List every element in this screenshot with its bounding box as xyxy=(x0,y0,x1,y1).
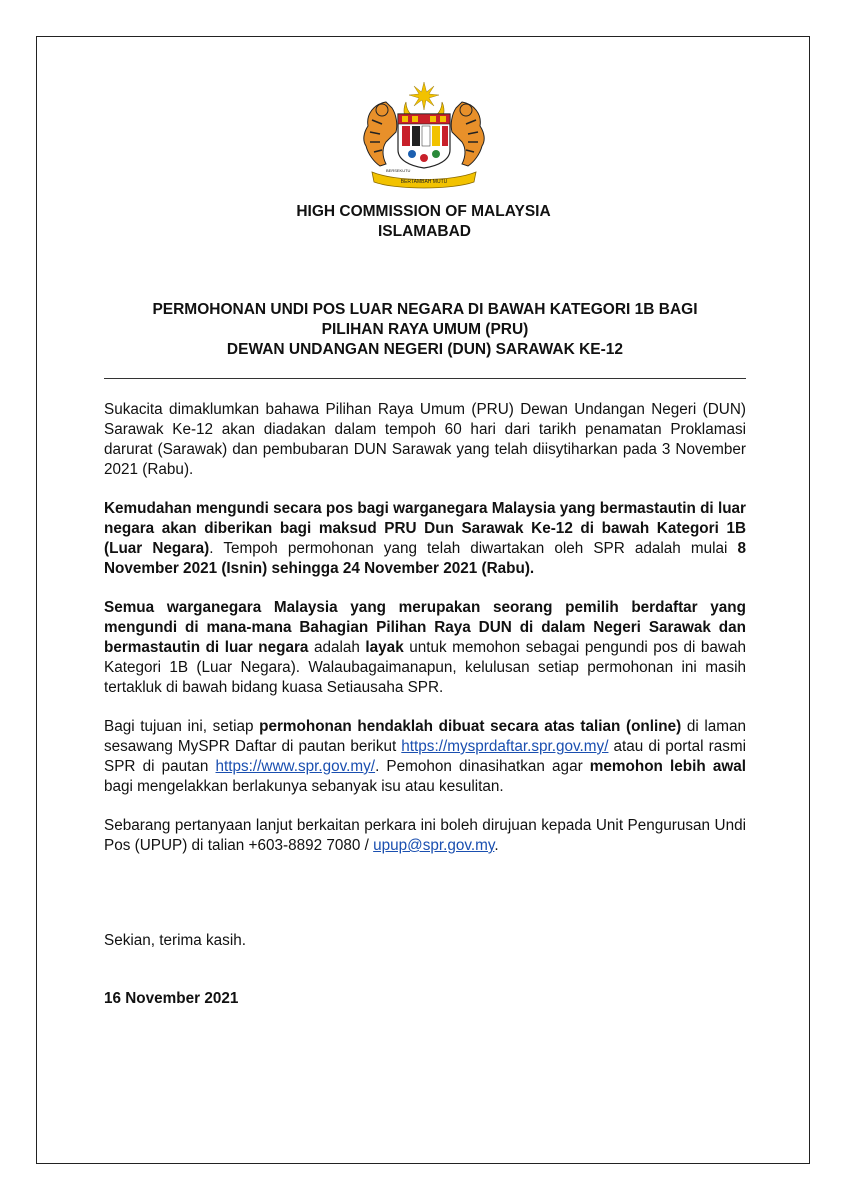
document-date: 16 November 2021 xyxy=(104,990,239,1007)
paragraph-4 xyxy=(104,717,746,797)
paragraph-1-text: Sukacita dimaklumkan bahawa Pilihan Raya Umum (PRU) Dewan Undangan Negeri (DUN) Sarawak Ke-12 akan diadakan dalam tempoh 60 hari dari tarikh penamatan Proklamasi darurat (Sarawak) dan pembubaran DUN Sarawak yang telah diisytiharkan pada 3 November 2021 (Rabu). xyxy=(104,401,746,478)
paragraph-2-bold-2: 8 November 2021 (Isnin) sehingga 24 November 2021 (Rabu). xyxy=(104,540,747,577)
paragraph-4-text-3: atau di portal rasmi SPR di pautan xyxy=(104,738,746,775)
letterhead-line-1: HIGH COMMISSION OF MALAYSIA xyxy=(296,203,551,220)
paragraph-4-text-1: Bagi tujuan ini, setiap xyxy=(104,718,260,735)
crest-motto-top-text: BERSEKUTU xyxy=(386,168,411,173)
paragraph-3-text-1: adalah xyxy=(308,639,366,656)
paragraph-2 xyxy=(104,499,746,579)
paragraph-5-text-1: Sebarang pertanyaan lanjut berkaitan perkara ini boleh dirujuan kepada Unit Pengurusan Undi Pos (UPUP) di talian +603-8892 7080 / xyxy=(104,817,746,854)
paragraph-4-text-5: bagi mengelakkan berlakunya sebanyak isu atau kesulitan. xyxy=(104,778,504,795)
paragraph-3 xyxy=(104,598,746,698)
closing-line: Sekian, terima kasih. xyxy=(104,932,246,949)
title-line-3: DEWAN UNDANGAN NEGERI (DUN) SARAWAK KE-12 xyxy=(226,341,624,358)
paragraph-2-bold-1: Kemudahan mengundi secara pos bagi warganegara Malaysia yang bermastautin di luar negara akan diberikan bagi maksud PRU Dun Sarawak Ke-12 di bawah Kategori 1B (Luar Negara) xyxy=(104,500,746,557)
title-line-2: PILIHAN RAYA UMUM (PRU) xyxy=(321,321,529,338)
document-body xyxy=(104,400,746,875)
paragraph-2-text-1: . Tempoh permohonan yang telah diwartakan oleh SPR adalah mulai xyxy=(209,540,738,557)
document-title xyxy=(80,300,770,360)
paragraph-5 xyxy=(104,816,746,856)
crest-motto-text: BERTAMBAH MUTU xyxy=(400,179,448,185)
upup-email-link[interactable]: upup@spr.gov.my xyxy=(373,837,495,854)
paragraph-4-text-2: di laman sesawang MySPR Daftar di pautan berikut xyxy=(104,718,747,755)
spr-portal-link[interactable]: https://www.spr.gov.my/ xyxy=(215,758,376,775)
paragraph-3-bold-2: layak xyxy=(365,639,404,656)
letterhead xyxy=(0,202,849,242)
paragraph-4-bold-2: memohon lebih awal xyxy=(589,758,746,775)
malaysia-coat-of-arms-icon xyxy=(356,80,492,190)
paragraph-4-text-4: . Pemohon dinasihatkan agar xyxy=(375,758,590,775)
letterhead-line-2: ISLAMABAD xyxy=(378,223,471,240)
title-divider xyxy=(104,378,746,379)
paragraph-3-text-2: untuk memohon sebagai pengundi pos di bawah Kategori 1B (Luar Negara). Walaubagaimanapun, kelulusan setiap permohonan ini masih tertakluk di bawah bidang kuasa Setiausaha SPR. xyxy=(104,639,746,696)
paragraph-4-bold-1: permohonan hendaklah dibuat secara atas talian (online) xyxy=(259,718,682,735)
mysprdaftar-link[interactable]: https://mysprdaftar.spr.gov.my/ xyxy=(401,738,609,755)
title-line-1: PERMOHONAN UNDI POS LUAR NEGARA DI BAWAH KATEGORI 1B BAGI xyxy=(152,301,698,318)
paragraph-5-text-2: . xyxy=(494,837,499,854)
paragraph-1 xyxy=(104,400,746,480)
paragraph-3-bold-1: Semua warganegara Malaysia yang merupakan seorang pemilih berdaftar yang mengundi di mana-mana Bahagian Pilihan Raya DUN di dalam Negeri Sarawak dan bermastautin di luar negara xyxy=(104,599,746,656)
